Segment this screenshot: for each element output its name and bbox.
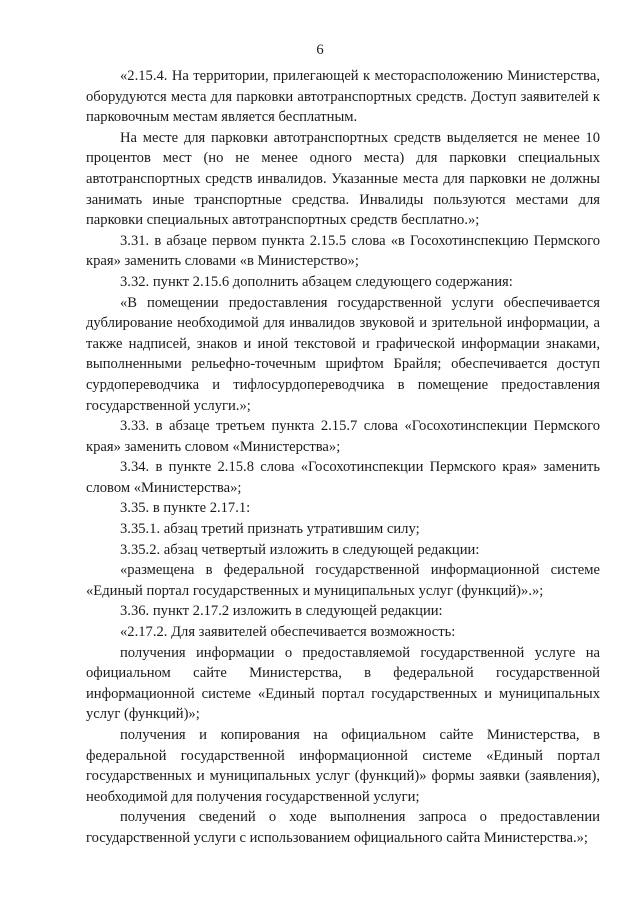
paragraph: 3.35.2. абзац четвертый изложить в следующей редакции: [120,541,480,558]
paragraph: «2.17.2. Для заявителей обеспечивается возможность: [120,624,456,641]
paragraph: 3.32. пункт 2.15.6 дополнить абзацем следующего содержания: [120,273,513,290]
paragraph: 3.36. пункт 2.17.2 изложить в следующей редакции: [120,603,443,620]
paragraph: «В помещении предоставления государственной услуги обеспечивается дублирование необходимой для инвалидов звуковой и зрительной информации, а также надписей, знаков и иной текстовой и графической информации знаками, выполненными рельефно-точечным шрифтом Брайля; обеспечивается доступ сурдопереводчика и тифлосурдопереводчика в помещение предоставления государственной услуги.»; [86,294,600,414]
paragraph: 3.35. в пункте 2.17.1: [120,500,251,517]
paragraph: получения и копирования на официальном сайте Министерства, в федеральной государственной информационной системе «Единый портал государственных и муниципальных услуг (функций)» формы заявки (заявления), необходимой для получения государственной услуги; [86,727,600,805]
paragraph: На месте для парковки автотранспортных средств выделяется не менее 10 процентов мест (но не менее одного места) для парковки специальных автотранспортных средств инвалидов. Указанные места для парковки не должны занимать иные транспортные средства. Инвалиды пользуются местами для парковки специальных автотранспортных средств бесплатно.»; [86,129,600,229]
paragraph: получения сведений о ходе выполнения запроса о предоставлении государственной услуги с использованием официального сайта Министерства.»; [86,809,600,846]
document-body [86,66,600,849]
paragraph: 3.31. в абзаце первом пункта 2.15.5 слова «в Госохотинспекцию Пермского края» заменить словами «в Министерство»; [86,232,600,270]
paragraph: получения информации о предоставляемой государственной услуге на официальном сайте Министерства, в федеральной государственной информационной системе «Единый портал государственных и муниципальных услуг (функций)»; [86,644,600,723]
page-number: 6 [316,42,324,58]
paragraph: «2.15.4. На территории, прилегающей к месторасположению Министерства, оборудуются места для парковки автотранспортных средств. Доступ заявителей к парковочным местам является бесплатным. [86,68,600,126]
paragraph: 3.34. в пункте 2.15.8 слова «Госохотинспекции Пермского края» заменить словом «Министерства»; [86,459,600,496]
paragraph: «размещена в федеральной государственной информационной системе «Единый портал государственных и муниципальных услуг (функций)».»; [86,562,600,599]
paragraph: 3.35.1. абзац третий признать утратившим силу; [120,521,420,538]
paragraph: 3.33. в абзаце третьем пункта 2.15.7 слова «Госохотинспекции Пермского края» заменить словом «Министерства»; [86,418,600,455]
